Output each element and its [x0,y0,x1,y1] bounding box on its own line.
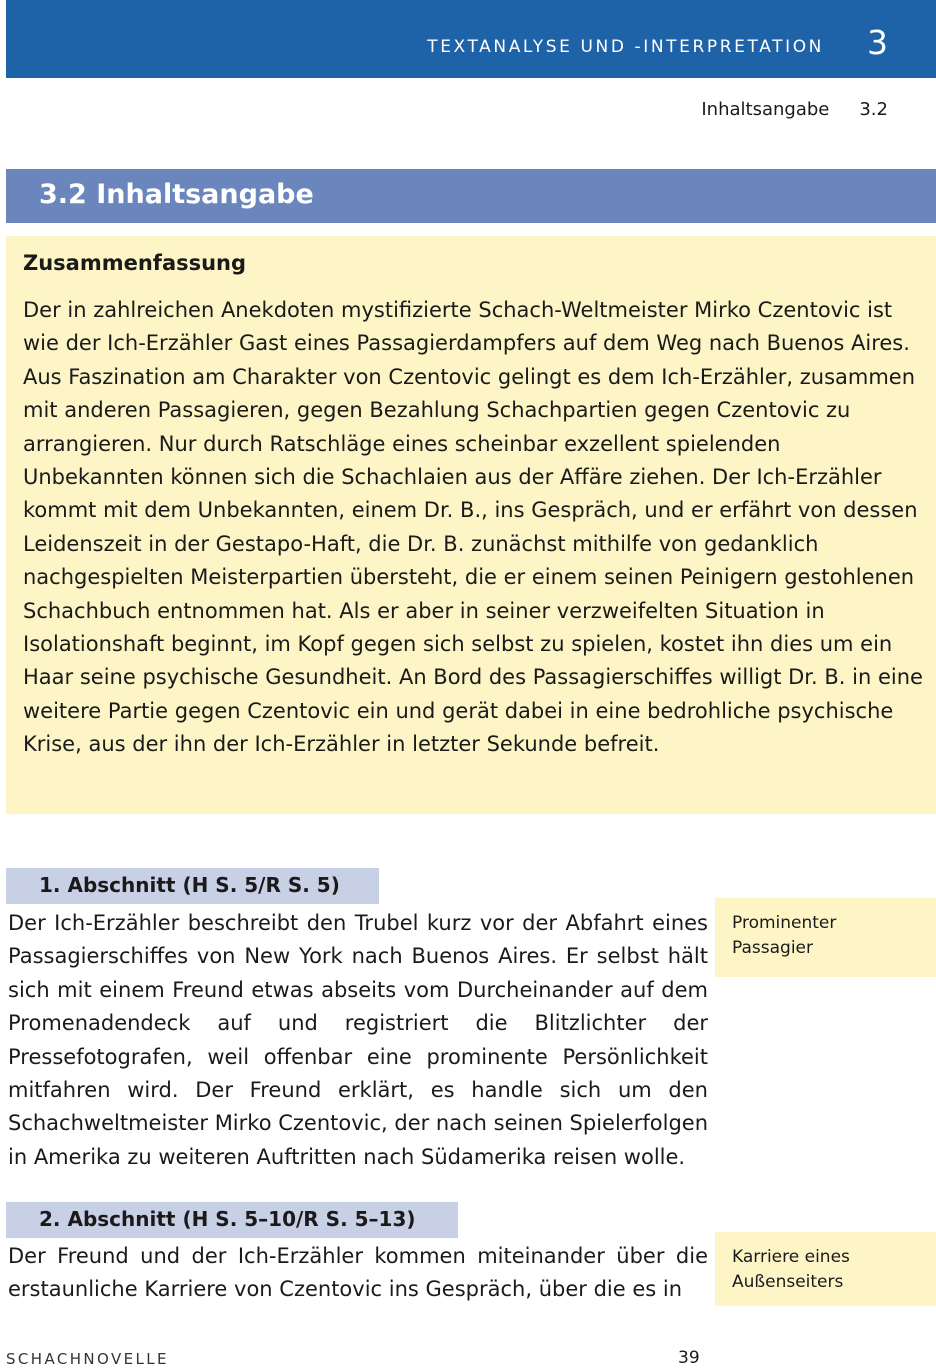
running-head-number: 3.2 [859,99,888,120]
section-2-heading: 2. Abschnitt (H S. 5–10/R S. 5–13) [39,1207,416,1231]
section-2-body: Der Freund und der Ich-Erzähler kommen miteinander über die erstaunliche Karriere von Czentovic ins Gespräch, über die es in [8,1244,708,1302]
section-1-body: Der Ich-Erzähler beschreibt den Trubel kurz vor der Abfahrt eines Passagierschiffes von New York nach Buenos Aires. Er selbst hält sich mit einem Freund etwas abseits vom Durcheinander auf dem Promenadendeck auf und registriert die Blitzlichter der Pressefotografen, weil offenbar eine prominente Persönlichkeit mitfahren wird. Der Freund erklärt, es handle sich um den Schachweltmeister Mirko Czentovic, der nach seinen Spielerfolgen in Amerika zu weiteren Auftritten nach Südamerika reisen wolle. [8,911,708,1169]
section-header-bar [6,169,936,223]
chapter-header-bar [6,0,936,78]
section-1-heading-bar [6,868,379,904]
section-1-heading: 1. Abschnitt (H S. 5/R S. 5) [39,873,340,897]
summary-body: Der in zahlreichen Anekdoten mystifizierte Schach-Weltmeister Mirko Czentovic ist wie der Ich-Erzähler Gast eines Passagierdampfers auf dem Weg nach Buenos Aires. Aus Faszination am Charakter von Czentovic gelingt es dem Ich-Erzähler, zusammen mit anderen Passagieren, gegen Bezahlung Schachpartien gegen Czentovic zu arrangieren. Nur durch Ratschläge eines scheinbar exzellent spielenden Unbekannten können sich die Schachlaien aus der Affäre ziehen. Der Ich-Erzähler kommt mit dem Unbekannten, einem Dr. B., ins Gespräch, und er erfährt von dessen Leidenszeit in der Gestapo-Haft, die Dr. B. zunächst mithilfe von gedanklich nachgespielten Meisterpartien übersteht, die er einem seinen Peinigern gestohlenen Schachbuch entnommen hat. Als er aber in seiner verzweifelten Situation in Isolationshaft beginnt, im Kopf gegen sich selbst zu spielen, kostet ihn dies um ein Haar seine psychische Gesundheit. An Bord des Passagierschiffes willigt Dr. B. in eine weitere Partie gegen Czentovic ein und gerät dabei in eine bedrohliche psychische Krise, aus der ihn der Ich-Erzähler in letzter Sekunde befreit. [23,298,923,757]
running-head-title: Inhaltsangabe [701,99,830,120]
margin-note-1 [715,898,936,977]
summary-heading: Zusammenfassung [23,251,247,275]
margin-note-2-text: Karriere eines Außenseiters [732,1247,850,1292]
summary-box [6,236,936,814]
section-2-heading-bar [6,1202,458,1238]
section-title: 3.2 Inhaltsangabe [39,179,314,210]
running-head [701,99,888,120]
chapter-title: TEXTANALYSE UND -INTERPRETATION [427,37,824,57]
page-number: 39 [678,1348,700,1368]
chapter-number: 3 [867,23,888,62]
footer-book-title: SCHACHNOVELLE [6,1350,169,1368]
margin-note-2 [715,1232,936,1306]
margin-note-1-text: Prominenter Passagier [732,913,837,958]
